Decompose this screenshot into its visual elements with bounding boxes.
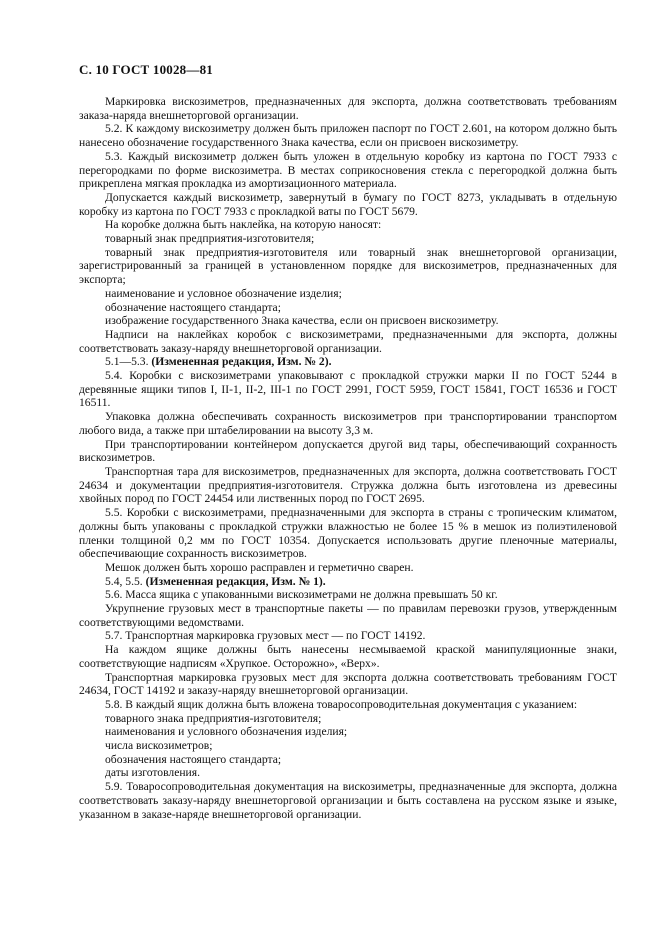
document-body [79, 95, 617, 821]
paragraph: 5.4. Коробки с вискозиметрами упаковывают с прокладкой стружки марки II по ГОСТ 5244 в деревянные ящики типов I, II-1, II-2, III-1 по ГОСТ 2991, ГОСТ 5959, ГОСТ 15841, ГОСТ 16536 и ГОСТ 16511. [79, 369, 617, 410]
paragraph: Надписи на наклейках коробок с вискозиметрами, предназначенными для экспорта, должны соответствовать заказу-наряду внешнеторговой организации. [79, 327, 617, 355]
amendment-text: (Измененная редакция, Изм. № 2). [151, 355, 332, 369]
paragraph: товарный знак предприятия-изготовителя; [105, 232, 315, 246]
paragraph: 5.5. Коробки с вискозиметрами, предназначенными для экспорта в страны с тропическим климатом, должны быть упакованы с прокладкой стружки влажностью не более 15 % в мешок из полиэтиленовой пленки толщиной 0,2 мм по ГОСТ 10354. Допускается использовать другие пленочные материалы, обеспечивающие сохранность вискозиметров. [79, 506, 617, 561]
paragraph: 5.8. В каждый ящик должна быть вложена товаросопроводительная документация с указанием: [105, 697, 578, 711]
page-header: С. 10 ГОСТ 10028—81 [79, 62, 213, 77]
paragraph: изображение государственного Знака качества, если он присвоен вискозиметру. [105, 314, 499, 328]
amendment-ref: 5.1—5.3. [105, 355, 149, 369]
amendment-ref: 5.4, 5.5. [105, 574, 143, 588]
paragraph: Мешок должен быть хорошо расправлен и герметично сварен. [105, 560, 414, 574]
paragraph: числа вискозиметров; [105, 739, 213, 753]
paragraph: Упаковка должна обеспечивать сохранность вискозиметров при транспортировании транспортом любого вида, а также при штабелировании на высоту 3,3 м. [79, 410, 617, 437]
paragraph: наименование и условное обозначение изделия; [105, 286, 342, 300]
paragraph: обозначение настоящего стандарта; [105, 300, 281, 314]
paragraph: Маркировка вискозиметров, предназначенных для экспорта, должна соответствовать требованиям заказа-наряда внешнеторговой организации. [79, 95, 617, 122]
amendment-note [79, 575, 617, 589]
paragraph: товарный знак предприятия-изготовителя или товарный знак внешнеторговой организации, зарегистрированный за границей в установленном порядке для вискозиметров, предназначенных для экспорта; [79, 245, 617, 287]
amendment-note [79, 355, 617, 369]
paragraph: Укрупнение грузовых мест в транспортные пакеты — по правилам перевозки грузов, утвержденным соответствующими ведомствами. [79, 602, 617, 629]
paragraph: 5.3. Каждый вискозиметр должен быть уложен в отдельную коробку из картона по ГОСТ 7933 с перегородками по форме вискозиметра. В местах соприкосновения стекла с перегородкой должна быть прикреплена мягкая прокладка из амортизационного материала. [79, 149, 617, 191]
paragraph: даты изготовления. [105, 766, 200, 780]
paragraph: Транспортная тара для вискозиметров, предназначенных для экспорта, должна соответствовать ГОСТ 24634 и документации предприятия-изготовителя. Стружка должна быть изготовлена из древесины хвойных пород по ГОСТ 24454 или лиственных пород по ГОСТ 2695. [79, 464, 617, 506]
paragraph: 5.6. Масса ящика с упакованными вискозиметрами не должна превышать 50 кг. [105, 588, 498, 602]
paragraph: товарного знака предприятия-изготовителя; [105, 711, 322, 725]
paragraph: На коробке должна быть наклейка, на которую наносят: [105, 218, 382, 232]
paragraph: обозначения настоящего стандарта; [105, 752, 282, 766]
paragraph: При транспортировании контейнером допускается другой вид тары, обеспечивающий сохранность вискозиметров. [79, 437, 617, 465]
paragraph: Транспортная маркировка грузовых мест для экспорта должна соответствовать требованиям ГОСТ 24634, ГОСТ 14192 и заказу-наряду внешнеторговой организации. [79, 670, 617, 698]
paragraph: Допускается каждый вискозиметр, завернутый в бумагу по ГОСТ 8273, укладывать в отдельную коробку из картона по ГОСТ 7933 с прокладкой ваты по ГОСТ 5679. [79, 190, 617, 218]
paragraph: 5.9. Товаросопроводительная документация на вискозиметры, предназначенные для экспорта, должна соответствовать заказу-наряду внешнеторговой организации и быть составлена на русском языке и языке, указанном в заказе-наряде внешнеторговой организации. [79, 780, 617, 821]
paragraph: наименования и условного обозначения изделия; [105, 725, 348, 739]
paragraph: 5.7. Транспортная маркировка грузовых мест — по ГОСТ 14192. [105, 629, 426, 643]
paragraph: 5.2. К каждому вискозиметру должен быть приложен паспорт по ГОСТ 2.601, на котором должно быть нанесено обозначение государственного Знака качества, если он присвоен вискозиметру. [79, 122, 617, 150]
paragraph: На каждом ящике должны быть нанесены несмываемой краской манипуляционные знаки, соответствующие надписям «Хрупкое. Осторожно», «Верх». [79, 643, 617, 670]
amendment-text: (Измененная редакция, Изм. № 1). [145, 574, 326, 588]
